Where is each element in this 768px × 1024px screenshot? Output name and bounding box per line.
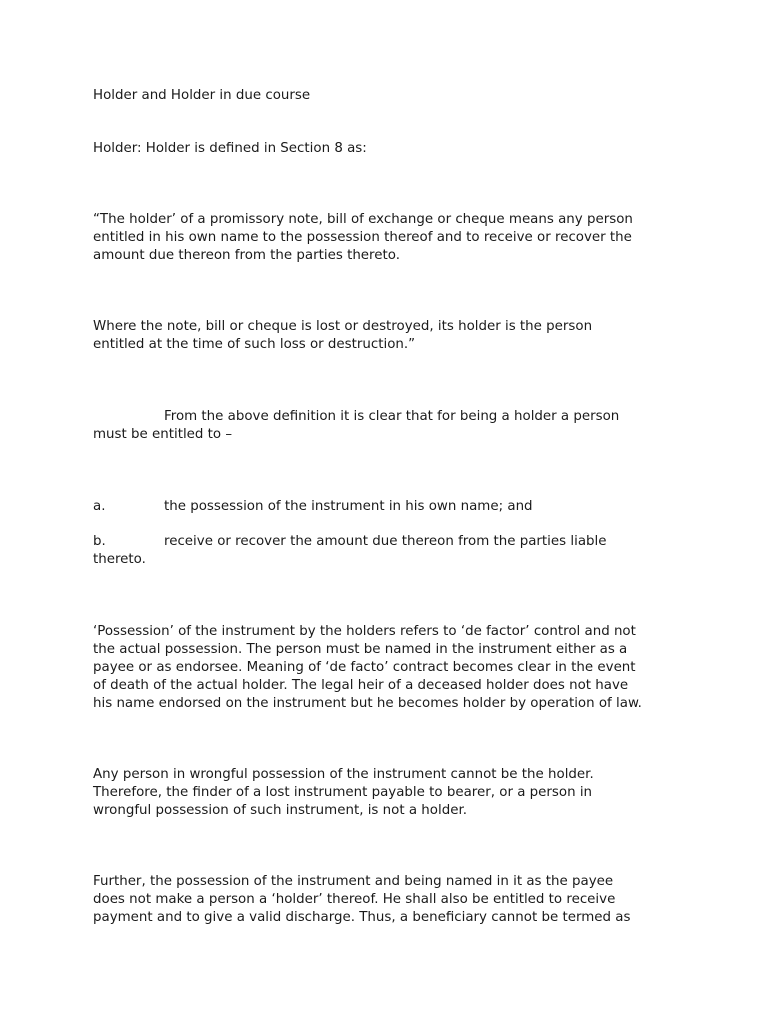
analysis-line: From the above definition it is clear that for being a holder a person (164, 409, 620, 424)
paragraph-line: wrongful possession of such instrument, is not a holder. (93, 803, 467, 818)
list-item-text: receive or recover the amount due thereon from the parties liable (164, 534, 607, 549)
quote-paragraph-2 (93, 318, 693, 354)
paragraph-line: his name endorsed on the instrument but he becomes holder by operation of law. (93, 696, 642, 711)
quote-line: Where the note, bill or cheque is lost or destroyed, its holder is the person (93, 319, 593, 334)
document-title: Holder and Holder in due course (93, 88, 311, 103)
list-item-text: the possession of the instrument in his own name; and (164, 499, 533, 514)
paragraph-line: Therefore, the finder of a lost instrument payable to bearer, or a person in (93, 785, 593, 800)
quote-paragraph-1 (93, 211, 693, 265)
definition-intro: Holder: Holder is defined in Section 8 as: (93, 141, 367, 156)
paragraph-line: does not make a person a ‘holder’ thereof. He shall also be entitled to receive (93, 892, 616, 907)
analysis-line: must be entitled to – (93, 427, 233, 442)
further-paragraph (93, 873, 693, 927)
possession-paragraph (93, 623, 693, 713)
quote-line: “The holder’ of a promissory note, bill of exchange or cheque means any person (93, 212, 633, 227)
list-marker: a. (93, 499, 106, 514)
paragraph-line: Further, the possession of the instrument and being named in it as the payee (93, 874, 614, 889)
list-item-text: thereto. (93, 552, 146, 567)
quote-line: entitled in his own name to the possession thereof and to receive or recover the (93, 230, 632, 245)
list-item-b (93, 533, 693, 569)
paragraph-line: payment and to give a valid discharge. Thus, a beneficiary cannot be termed as (93, 910, 631, 925)
wrongful-possession-paragraph (93, 766, 693, 820)
paragraph-line: ‘Possession’ of the instrument by the holders refers to ‘de factor’ control and not (93, 624, 636, 639)
paragraph-line: the actual possession. The person must be named in the instrument either as a (93, 642, 628, 657)
list-item-a (93, 498, 693, 516)
quote-line: entitled at the time of such loss or destruction.” (93, 337, 416, 352)
analysis-intro (93, 408, 693, 444)
paragraph-line: Any person in wrongful possession of the instrument cannot be the holder. (93, 767, 594, 782)
quote-line: amount due thereon from the parties thereto. (93, 248, 400, 263)
paragraph-line: payee or as endorsee. Meaning of ‘de facto’ contract becomes clear in the event (93, 660, 636, 675)
list-marker: b. (93, 534, 106, 549)
paragraph-line: of death of the actual holder. The legal heir of a deceased holder does not have (93, 678, 629, 693)
